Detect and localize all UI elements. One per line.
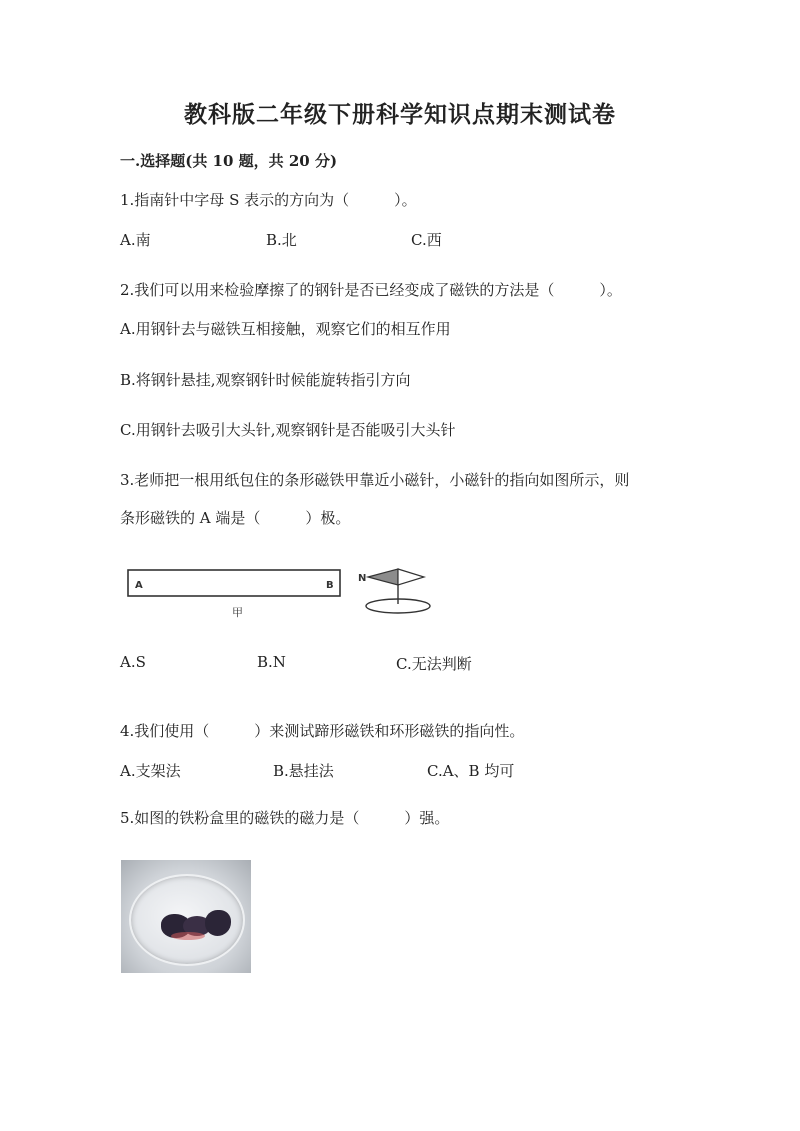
question-1-stem: 1.指南针中字母 S 表示的方向为（ ）。 xyxy=(120,191,417,209)
question-3-option-c[interactable]: C.无法判断 xyxy=(396,655,472,673)
question-4-option-c[interactable]: C.A、B 均可 xyxy=(427,762,515,780)
iron-filings-dish-photo xyxy=(121,860,251,973)
magnet-end-b-label: B xyxy=(326,580,334,591)
question-2-option-c[interactable]: C.用钢针去吸引大头针,观察钢针是否能吸引大头针 xyxy=(120,421,456,439)
question-4-option-a[interactable]: A.支架法 xyxy=(120,762,181,780)
needle-n-label: N xyxy=(358,573,367,584)
question-3-option-b[interactable]: B.N xyxy=(257,653,286,671)
question-4-stem: 4.我们使用（ ）来测试蹄形磁铁和环形磁铁的指向性。 xyxy=(120,722,525,740)
question-5-stem: 5.如图的铁粉盒里的磁铁的磁力是（ ）强。 xyxy=(120,809,450,827)
question-3-stem-line-1: 3.老师把一根用纸包住的条形磁铁甲靠近小磁针，小磁针的指向如图所示，则 xyxy=(120,471,630,489)
magnet-end-a-label: A xyxy=(135,580,143,591)
bar-magnet xyxy=(128,570,340,596)
question-3-option-a[interactable]: A.S xyxy=(120,653,146,671)
petri-dish xyxy=(129,874,245,966)
question-2-option-b[interactable]: B.将钢针悬挂,观察钢针时候能旋转指引方向 xyxy=(120,371,411,389)
compass-needle xyxy=(366,569,430,613)
question-2-stem: 2.我们可以用来检验摩擦了的钢针是否已经变成了磁铁的方法是（ ）。 xyxy=(120,281,622,299)
magnet-needle-figure xyxy=(120,560,440,622)
question-2-option-a[interactable]: A.用钢针去与磁铁互相接触，观察它们的相互作用 xyxy=(120,320,451,338)
question-1-option-b[interactable]: B.北 xyxy=(266,231,297,249)
section-heading: 一.选择题(共 10 题，共 20 分) xyxy=(120,152,338,170)
question-1-option-a[interactable]: A.南 xyxy=(120,231,151,249)
question-1-option-c[interactable]: C.西 xyxy=(411,231,442,249)
magnet-label: 甲 xyxy=(232,606,243,619)
page-title: 教科版二年级下册科学知识点期末测试卷 xyxy=(184,101,616,128)
question-4-option-b[interactable]: B.悬挂法 xyxy=(273,762,334,780)
question-3-stem-line-2: 条形磁铁的 A 端是（ ）极。 xyxy=(120,509,351,527)
